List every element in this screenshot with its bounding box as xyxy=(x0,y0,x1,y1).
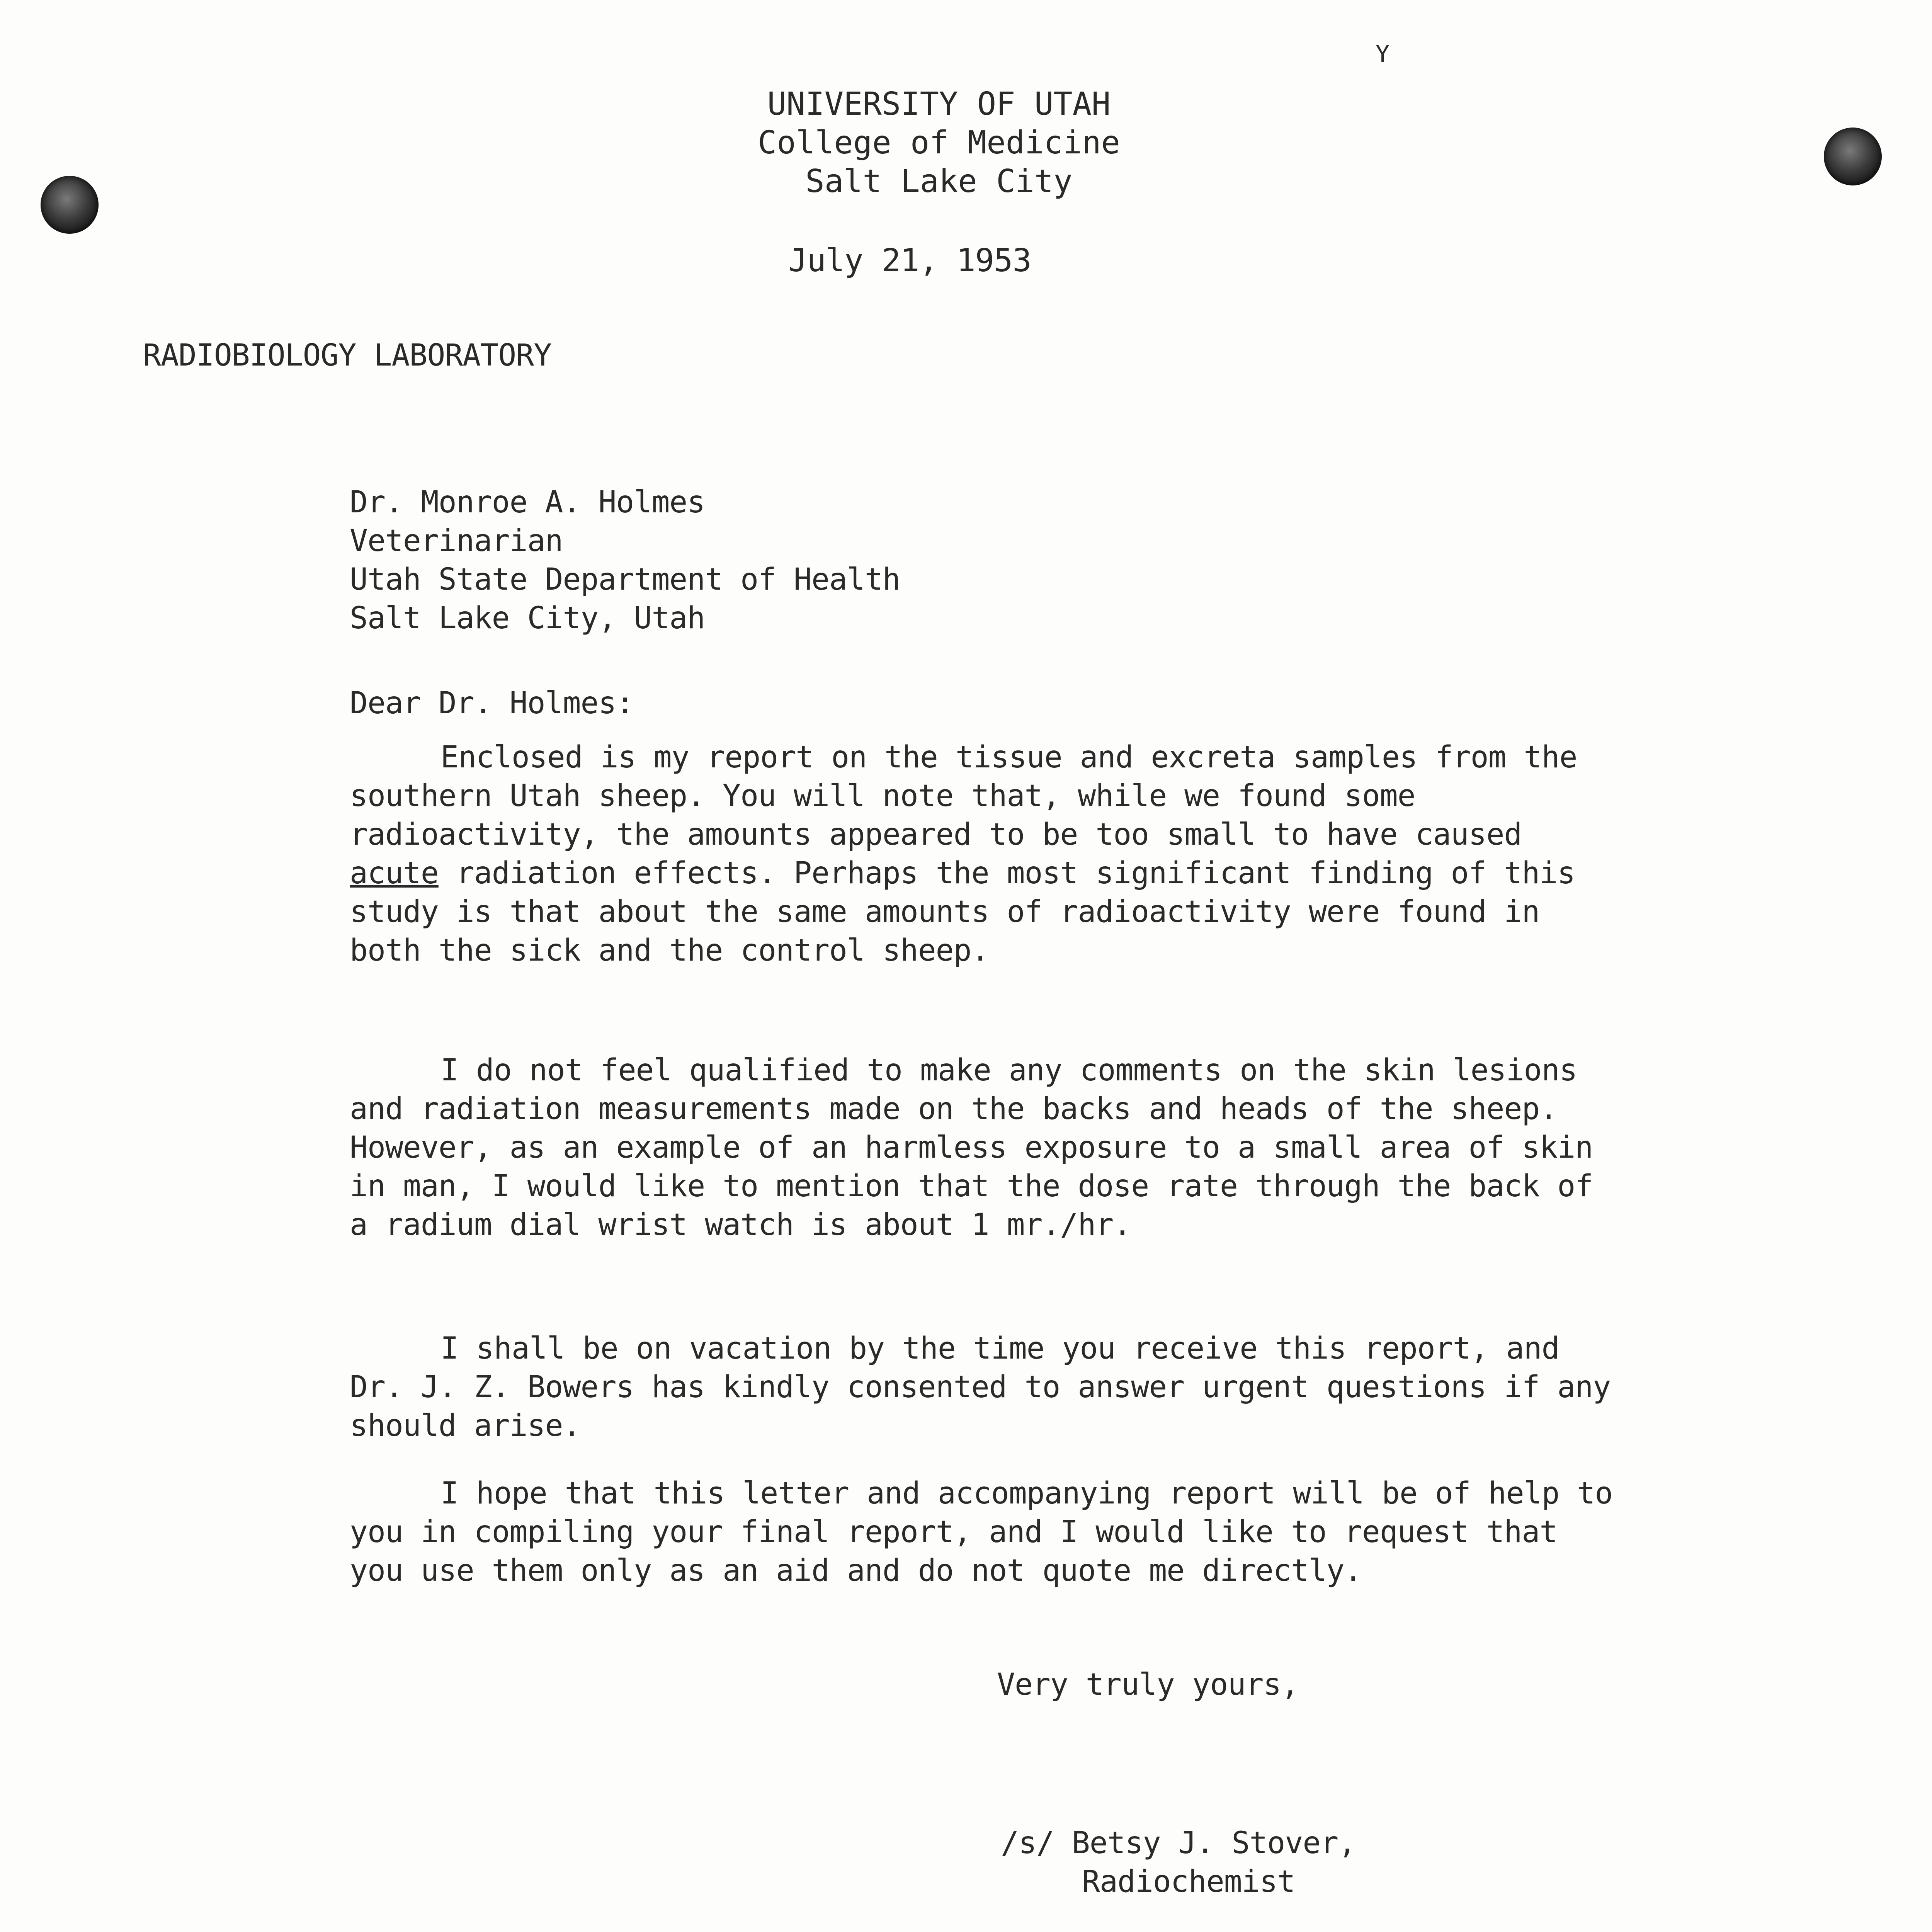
paragraph-1-end: radiation effects. Perhaps the most significant finding of this study is that about the same amounts of radioactivity were found in both the sick and the control sheep. xyxy=(350,856,1575,968)
salutation: Dear Dr. Holmes: xyxy=(350,686,634,721)
paragraph-1-emphasis: acute xyxy=(350,856,439,891)
recipient-city: Salt Lake City, Utah xyxy=(350,601,705,636)
closing: Very truly yours, xyxy=(997,1667,1299,1702)
letter-date: July 21, 1953 xyxy=(788,242,1031,279)
recipient-title: Veterinarian xyxy=(350,524,563,558)
corner-mark: Y xyxy=(1376,41,1390,68)
punch-hole-top-left xyxy=(41,176,99,234)
college-name: College of Medicine xyxy=(758,124,1120,161)
paragraph-1 xyxy=(350,738,1625,970)
paragraph-3: I shall be on vacation by the time you receive this report, and Dr. J. Z. Bowers has kindly consented to answer urgent questions if any should arise. xyxy=(350,1331,1611,1443)
institution-name: UNIVERSITY OF UTAH xyxy=(767,86,1111,122)
signature-line: /s/ Betsy J. Stover, xyxy=(1001,1826,1356,1861)
paragraph-2: I do not feel qualified to make any comments on the skin lesions and radiation measurements made on the backs and heads of the sheep. However, as an example of an harmless exposure to a small area of skin in man, I would like to mention that the dose rate through the back of a radium dial wrist watch is about 1 mr./hr. xyxy=(350,1053,1593,1242)
letterhead-city: Salt Lake City xyxy=(805,163,1073,200)
paragraph-1-start: Enclosed is my report on the tissue and excreta samples from the southern Utah sheep. You will note that, while we found some radioactivity, the amounts appeared to be too small to have caused xyxy=(350,740,1577,852)
signature-title: Radiochemist xyxy=(1082,1864,1295,1899)
recipient-name: Dr. Monroe A. Holmes xyxy=(350,485,705,520)
punch-hole-top-right xyxy=(1824,128,1882,185)
paragraph-4: I hope that this letter and accompanying report will be of help to you in compiling your final report, and I would like to request that you use them only as an aid and do not quote me directly. xyxy=(350,1476,1613,1588)
letterhead xyxy=(688,85,1190,201)
department-name: RADIOBIOLOGY LABORATORY xyxy=(143,338,552,373)
recipient-organization: Utah State Department of Health xyxy=(350,562,900,597)
